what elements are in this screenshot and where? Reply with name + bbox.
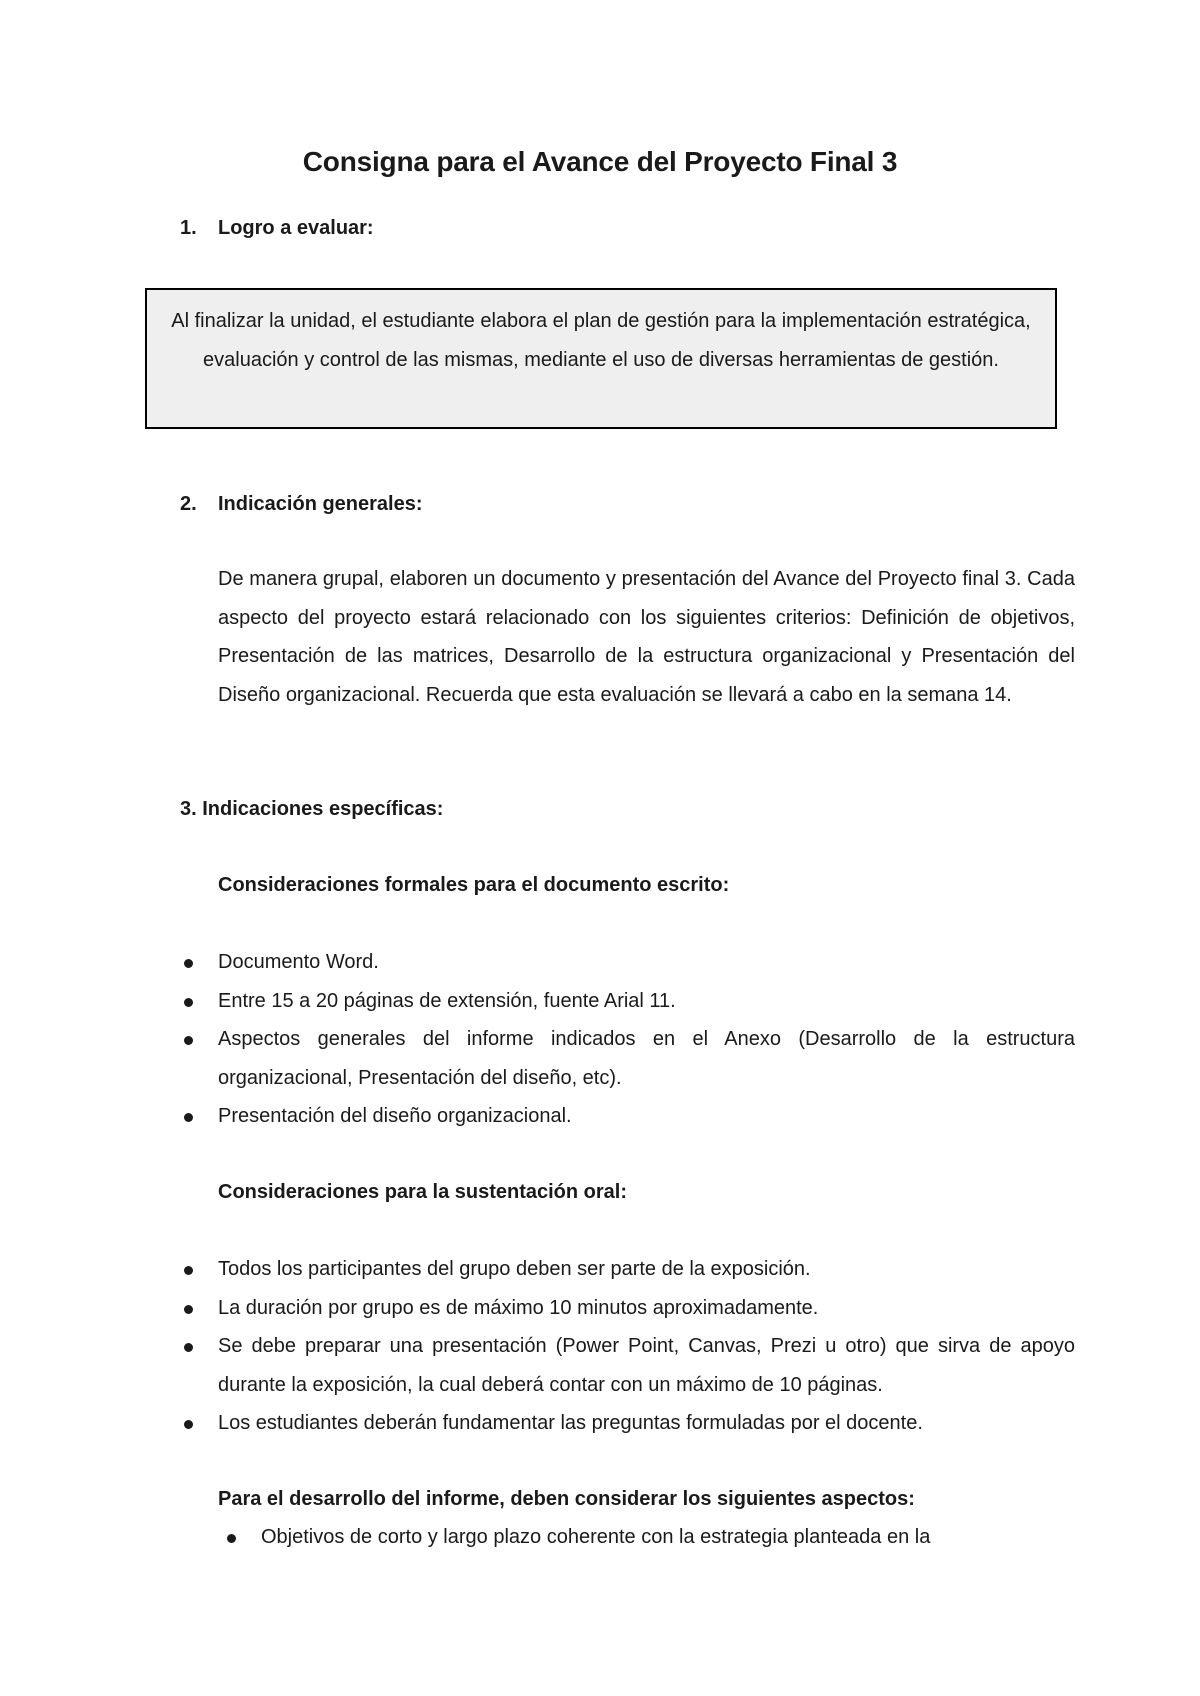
report-aspects-list — [227, 1518, 1075, 1557]
bullet-icon — [184, 1343, 193, 1352]
formal-considerations-heading: Consideraciones formales para el documento escrito: — [218, 874, 730, 896]
bullet-icon — [184, 998, 193, 1007]
formal-considerations-list — [184, 943, 1075, 1136]
list-item: Documento Word. — [184, 943, 1075, 982]
section-2-heading: Indicación generales: — [218, 493, 423, 515]
bullet-icon — [227, 1534, 236, 1543]
document-title: Consigna para el Avance del Proyecto Final 3 — [302, 146, 898, 177]
section-3-heading: 3. Indicaciones específicas: — [180, 798, 444, 820]
list-item: Presentación del diseño organizacional. — [184, 1097, 1075, 1136]
bullet-icon — [184, 1305, 193, 1314]
list-item: Se debe preparar una presentación (Power Point, Canvas, Prezi u otro) que sirva de apoyo durante la exposición, la cual deberá contar con un máximo de 10 páginas. — [184, 1327, 1075, 1404]
bullet-icon — [184, 959, 193, 968]
learning-outcome-box: Al finalizar la unidad, el estudiante elabora el plan de gestión para la implementación estratégica, evaluación y control de las mismas, mediante el uso de diversas herramientas de gestión. — [145, 288, 1057, 429]
bullet-icon — [184, 1036, 193, 1045]
bullet-icon — [184, 1113, 193, 1122]
oral-considerations-list — [184, 1250, 1075, 1443]
report-aspects-heading: Para el desarrollo del informe, deben considerar los siguientes aspectos: — [218, 1488, 915, 1510]
section-2-number: 2. — [180, 493, 197, 515]
bullet-icon — [184, 1420, 193, 1429]
section-1-number: 1. — [180, 217, 197, 239]
list-item: Entre 15 a 20 páginas de extensión, fuente Arial 11. — [184, 982, 1075, 1021]
list-item: Aspectos generales del informe indicados en el Anexo (Desarrollo de la estructura organizacional, Presentación del diseño, etc). — [184, 1020, 1075, 1097]
bullet-icon — [184, 1266, 193, 1275]
list-item: La duración por grupo es de máximo 10 minutos aproximadamente. — [184, 1289, 1075, 1328]
section-1-heading: Logro a evaluar: — [218, 217, 374, 239]
general-instructions-paragraph: De manera grupal, elaboren un documento y presentación del Avance del Proyecto final 3. Cada aspecto del proyecto estará relacionado con los siguientes criterios: Definición de objetivos, Presentación de las matrices, Desarrollo de la estructura organizacional y Presentación del Diseño organizacional. Recuerda que esta evaluación se llevará a cabo en la semana 14. — [218, 568, 1075, 706]
oral-considerations-heading: Consideraciones para la sustentación oral: — [218, 1181, 628, 1203]
list-item: Los estudiantes deberán fundamentar las preguntas formuladas por el docente. — [184, 1404, 1075, 1443]
list-item: Objetivos de corto y largo plazo coherente con la estrategia planteada en la — [227, 1518, 1075, 1557]
list-item: Todos los participantes del grupo deben ser parte de la exposición. — [184, 1250, 1075, 1289]
